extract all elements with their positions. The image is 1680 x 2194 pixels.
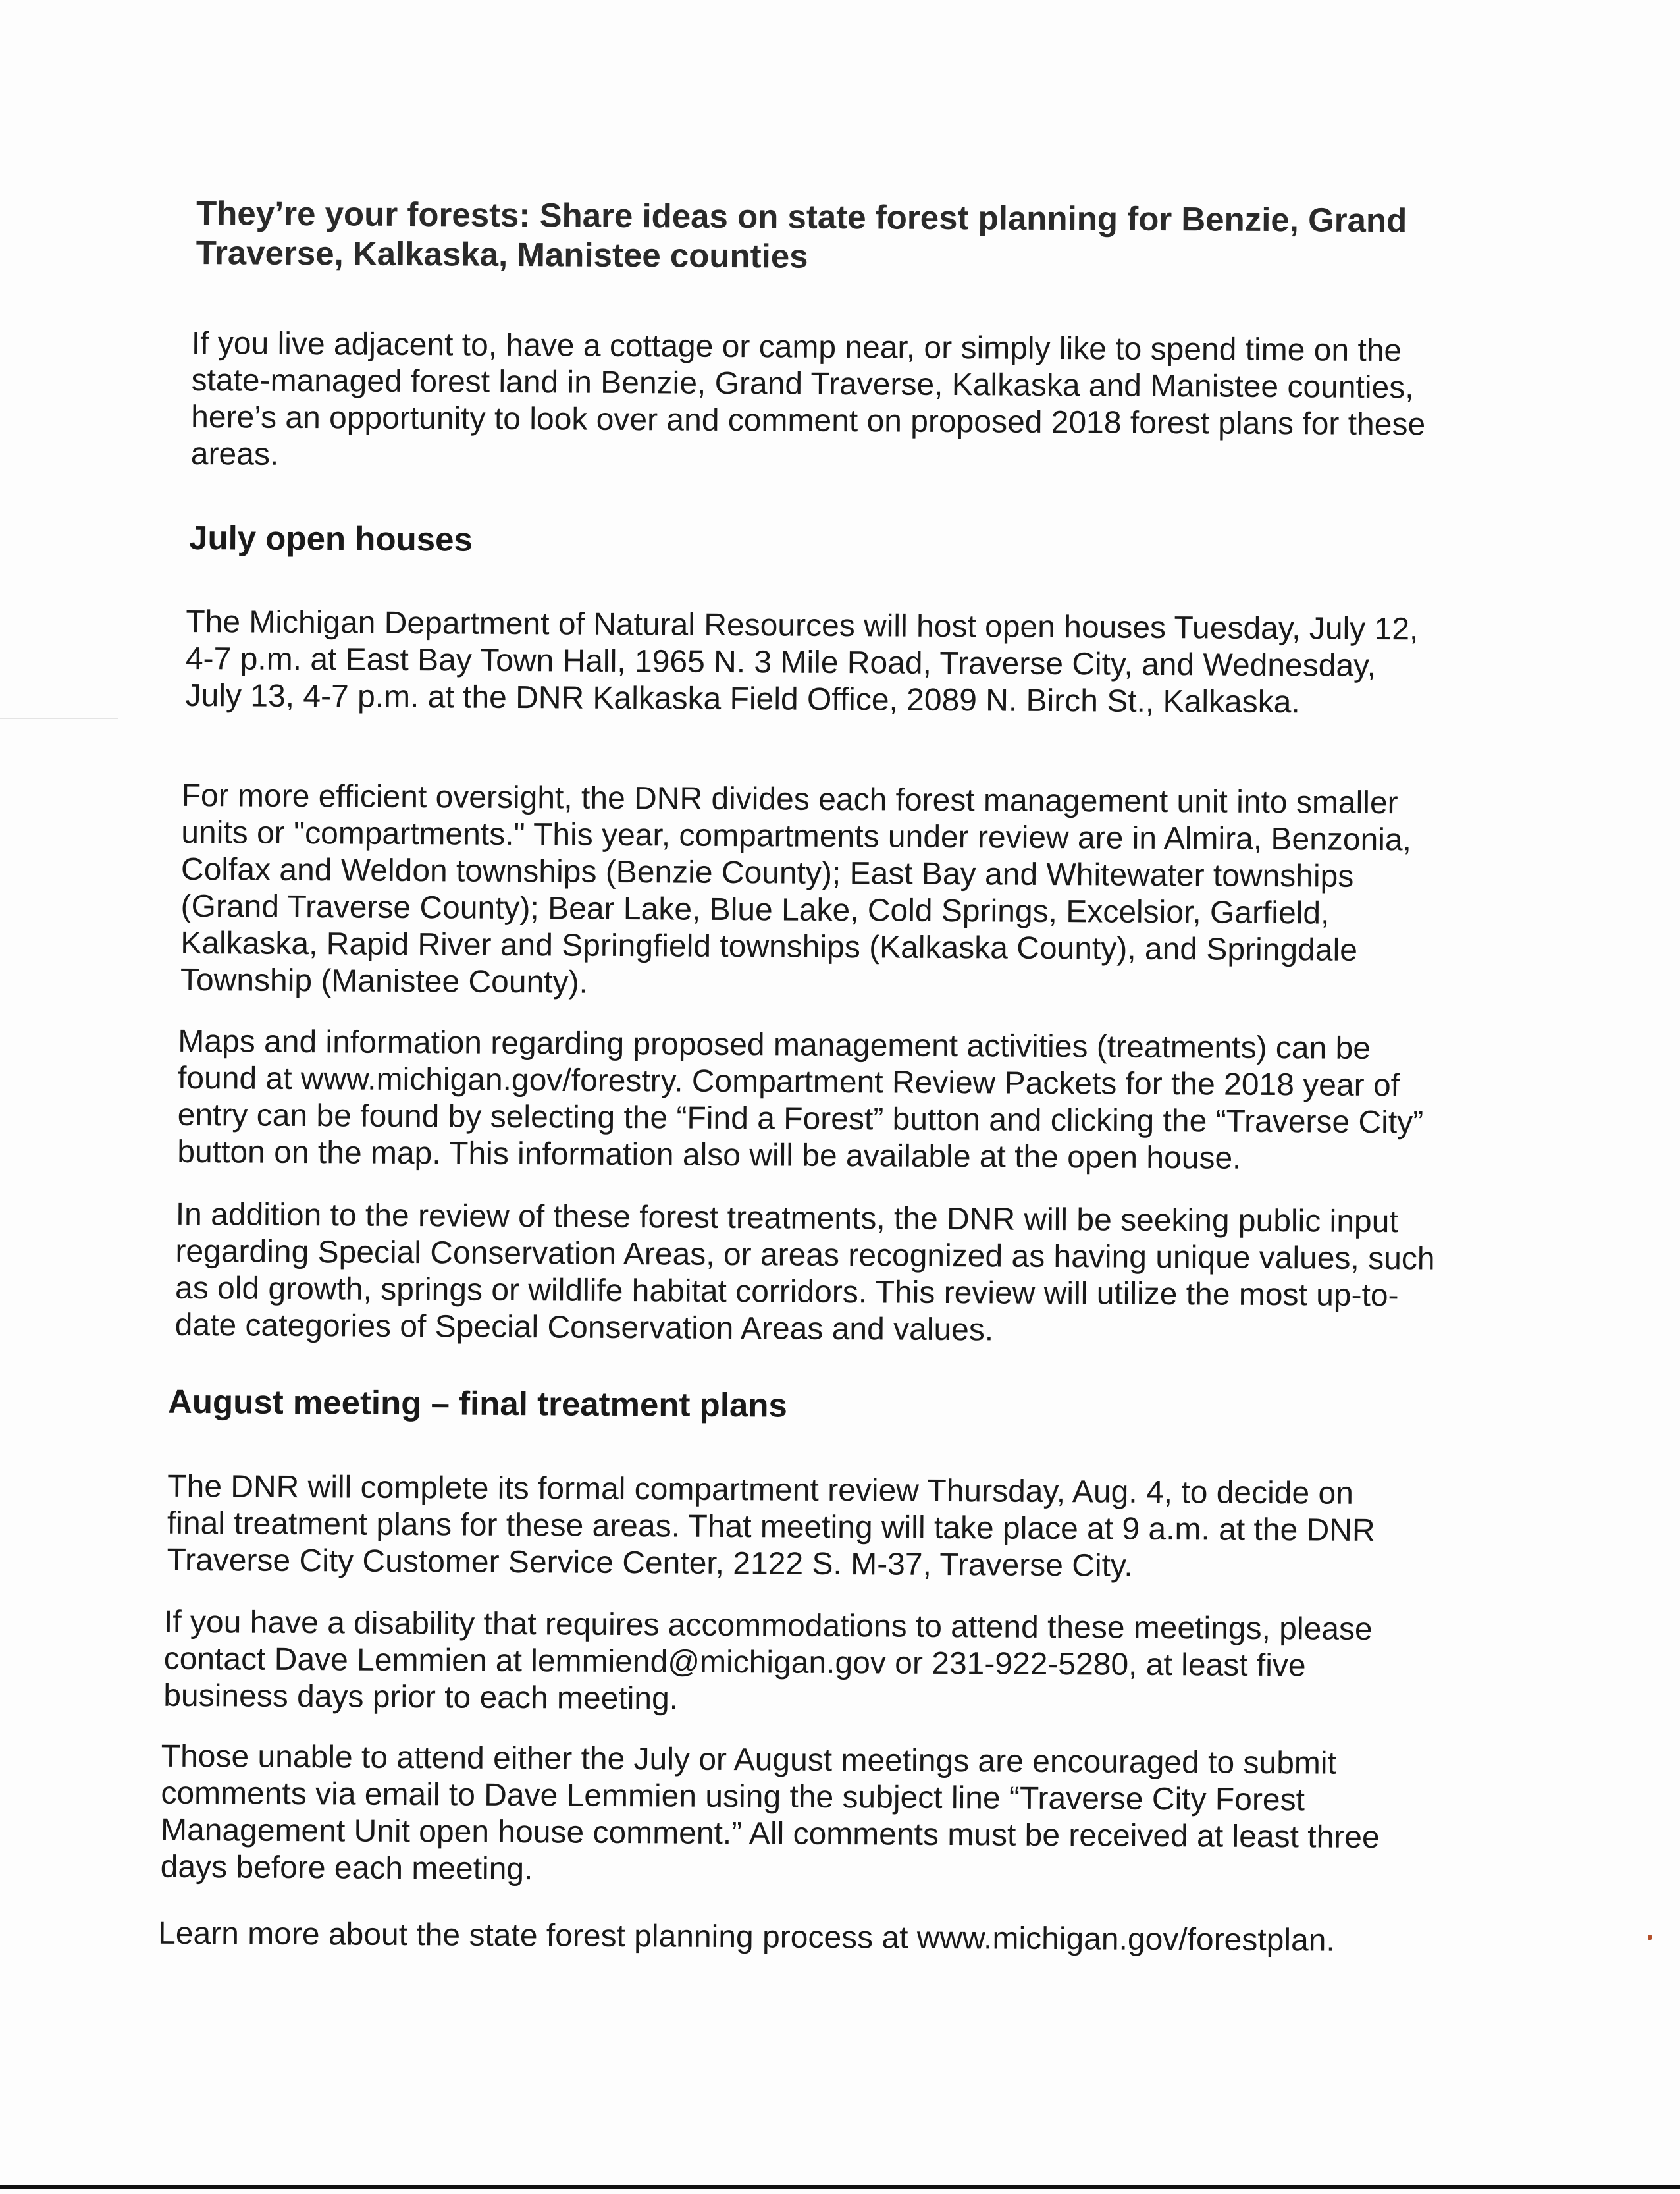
scan-fold-mark [0,718,118,719]
intro-paragraph: If you live adjacent to, have a cottage or camp near, or simply like to spend time on the state-managed forest land in Benzie, Grand Traverse, Kalkaska and Manistee counties, here’s an opportunity to look over and comment on proposed 2018 forest plans for these areas. [190,325,1426,472]
open-house-schedule-paragraph: The Michigan Department of Natural Resources will host open houses Tuesday, July 12, 4-7 p.m. at East Bay Town Hall, 1965 N. 3 Mile Road, Traverse City, and Wednesday, July 13, 4-7 p.m. at the DNR Kalkaska Field Office, 2089 N. Birch St., Kalkaska. [185,604,1419,720]
special-conservation-areas-paragraph: In addition to the review of these forest treatments, the DNR will be seeking public input regarding Special Conservation Areas, or areas recognized as having unique values, such as old growth, springs or wildlife habitat corridors. This review will utilize the most up-to-date categories of Special Conservation Areas and values. [174,1196,1435,1348]
formal-review-paragraph: The DNR will complete its formal compartment review Thursday, Aug. 4, to decide on final treatment plans for these areas. That meeting will take place at 9 a.m. at the DNR Traverse City Customer Service Center, 2122 S. M-37, Traverse City. [167,1468,1375,1584]
august-meeting-heading: August meeting – final treatment plans [167,1382,788,1424]
page-title: They’re your forests: Share ideas on state forest planning for Benzie, Grand Traverse, Kalkaska, Manistee counties [196,194,1407,275]
compartments-paragraph: For more efficient oversight, the DNR divides each forest management unit into smaller units or "compartments." This year, compartments under review are in Almira, Benzonia, Colfax and Weldon townships (Benzie County); East Bay and Whitewater townships (Grand Traverse County); Bear Lake, Blue Lake, Cold Springs, Excelsior, Garfield, Kalkaska, Rapid River and Springfield townships (Kalkaska County), and Springdale Township (Manistee County). [180,778,1412,1000]
closing-paragraph: Learn more about the state forest planning process at www.michigan.gov/forestplan. [157,1915,1335,1958]
email-comments-paragraph: Those unable to attend either the July or August meetings are encouraged to submit comments via email to Dave Lemmien using the subject line “Traverse City Forest Management Unit open house comment.” All comments must be received at least three days before each meeting. [160,1738,1380,1887]
scan-bottom-edge [0,2185,1680,2189]
accommodations-paragraph: If you have a disability that requires accommodations to attend these meetings, please contact Dave Lemmien at lemmiend@michigan.gov or 231-922-5280, at least five business days prior to each meeting. [163,1604,1373,1717]
scan-speck [1648,1935,1652,1940]
july-open-houses-heading: July open houses [188,518,473,558]
maps-information-paragraph: Maps and information regarding proposed management activities (treatments) can be found at www.michigan.gov/forestry. Compartment Review Packets for the 2018 year of entry can be found by selecting the “Find a Forest” button and clicking the “Traverse City” button on the map. This information also will be available at the open house. [177,1023,1424,1176]
